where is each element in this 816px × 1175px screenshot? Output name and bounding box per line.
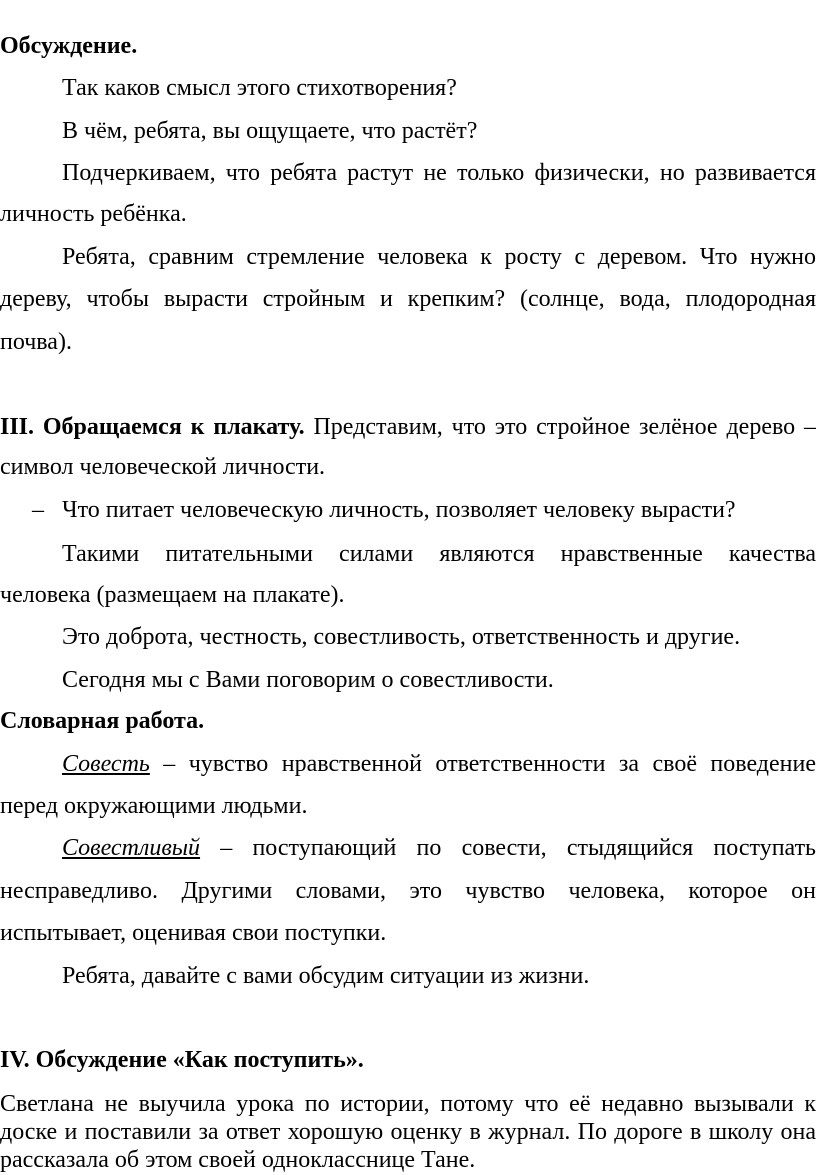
qualities-paragraph-line-2: человека (размещаем на плакате). xyxy=(0,582,345,608)
definition-2-line-3: испытывает, оценивая свои поступки. xyxy=(0,920,387,946)
paragraph-1-line-1: Подчеркиваем, что ребята растут не только физически, но развивается xyxy=(62,160,816,186)
section-3-intro: Представим, что это стройное зелёное дерево – xyxy=(304,414,816,440)
dash-list-item xyxy=(0,495,816,525)
vocabulary-heading: Словарная работа. xyxy=(0,708,205,734)
question-2: В чём, ребята, вы ощущаете, что растёт? xyxy=(62,118,478,144)
today-topic: Сегодня мы с Вами поговорим о совестливости. xyxy=(62,667,554,693)
dash-bullet: – xyxy=(32,497,44,523)
definition-2-line-1 xyxy=(0,833,816,863)
section-3-line-1 xyxy=(0,412,816,442)
term-conscientious: Совестливый xyxy=(62,835,201,861)
paragraph-1-line-2: личность ребёнка. xyxy=(0,201,187,227)
paragraph-2-line-2: дереву, чтобы вырасти стройным и крепким? (солнце, вода, плодородная xyxy=(0,286,816,312)
paragraph-2-line-1: Ребята, сравним стремление человека к росту с деревом. Что нужно xyxy=(62,244,816,270)
invite-discussion: Ребята, давайте с вами обсудим ситуации из жизни. xyxy=(62,963,590,989)
story-line-1: Светлана не выучила урока по истории, потому что её недавно вызывали к xyxy=(0,1091,816,1117)
definition-1-text: – чувство нравственной ответственности за своё поведение xyxy=(149,751,816,777)
section-3-heading: III. Обращаемся к плакату. xyxy=(0,414,305,440)
definition-1-line-2: перед окружающими людьми. xyxy=(0,793,308,819)
definition-2-text: – поступающий по совести, стыдящийся поступать xyxy=(200,835,816,861)
definition-1-line-1 xyxy=(0,749,816,779)
paragraph-2-line-3: почва). xyxy=(0,329,72,355)
question-1: Так каков смысл этого стихотворения? xyxy=(62,75,457,101)
term-conscience: Совесть xyxy=(62,751,150,777)
section-4-heading: IV. Обсуждение «Как поступить». xyxy=(0,1047,364,1073)
definition-2-line-2: несправедливо. Другими словами, это чувство человека, которое он xyxy=(0,878,816,904)
qualities-paragraph-line-1: Такими питательными силами являются нравственные качества xyxy=(62,541,816,567)
qualities-list: Это доброта, честность, совестливость, ответственность и другие. xyxy=(62,624,741,650)
discussion-heading: Обсуждение. xyxy=(0,33,138,59)
story-line-2: доске и поставили за ответ хорошую оценку в журнал. По дороге в школу она xyxy=(0,1119,816,1145)
section-3-intro-line-2: символ человеческой личности. xyxy=(0,454,326,480)
story-line-3: рассказала об этом своей однокласснице Тане. xyxy=(0,1147,476,1173)
dash-question: Что питает человеческую личность, позволяет человеку вырасти? xyxy=(62,497,736,523)
